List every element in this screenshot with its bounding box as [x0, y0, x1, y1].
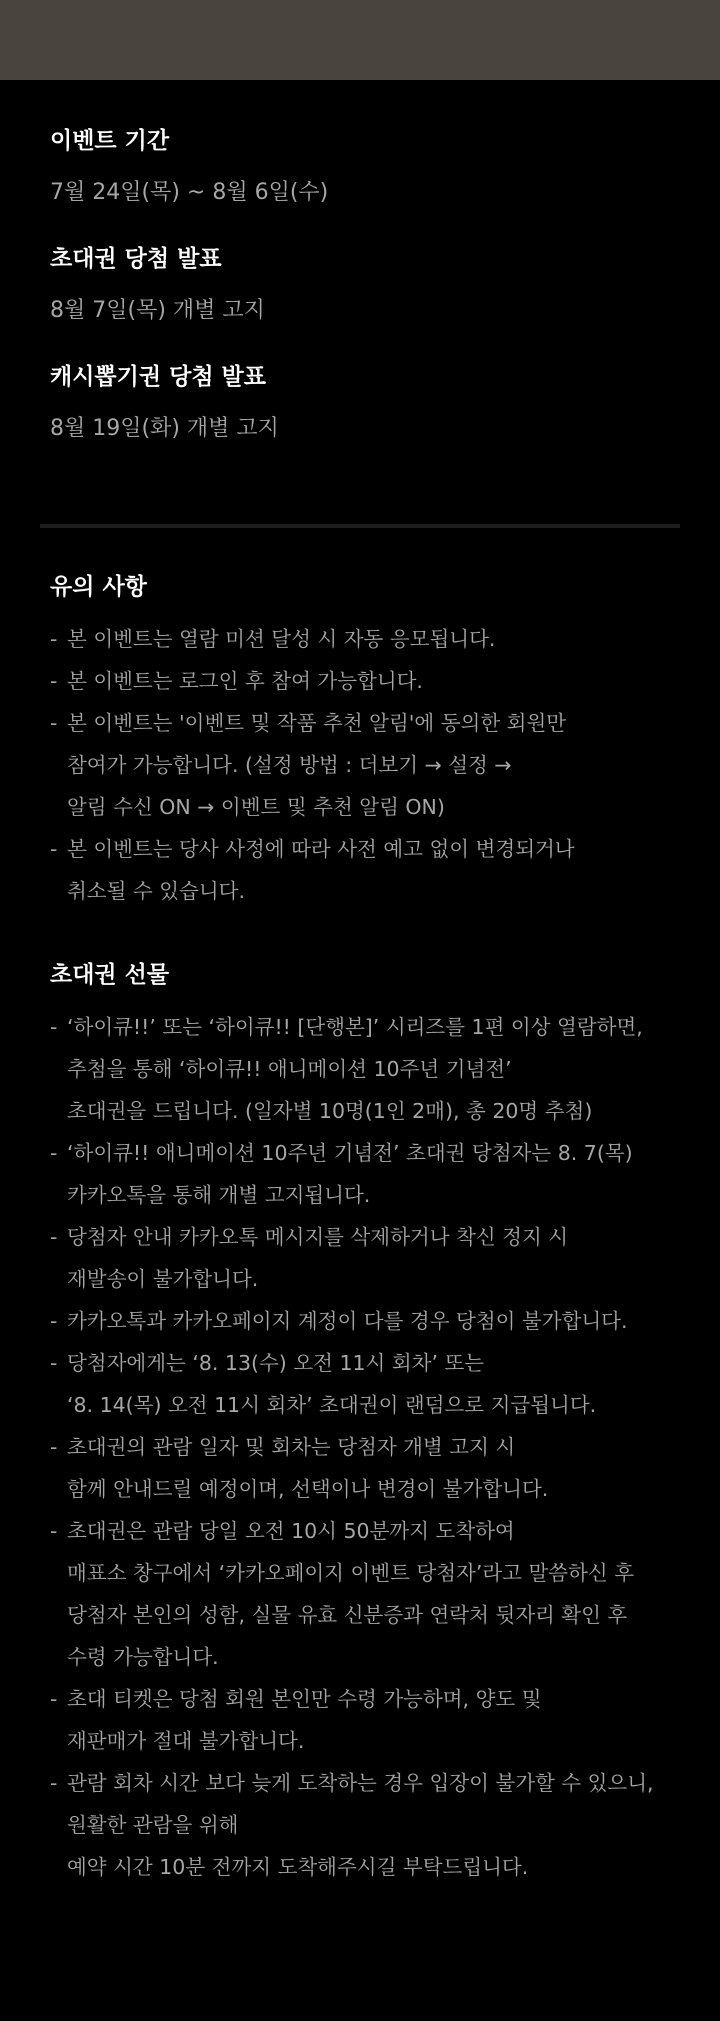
notes-list-item: [50, 618, 680, 660]
gift-heading: 초대권 선물: [50, 962, 170, 988]
gift-list-item-line: 원활한 관람을 위해: [67, 1813, 239, 1837]
notes-list-item-line: 취소될 수 있습니다.: [67, 879, 245, 903]
gift-list-item-line: - 당첨자에게는 ‘8. 13(수) 오전 11시 회차’ 또는: [67, 1351, 485, 1375]
gift-list-item-line: - 카카오톡과 카카오페이지 계정이 다를 경우 당첨이 불가합니다.: [67, 1309, 628, 1333]
gift-list-item: [50, 1678, 680, 1762]
ticket-announcement-value: 8월 7일(목) 개별 고지: [50, 298, 265, 323]
gift-list-item-line: 재판매가 절대 불가합니다.: [67, 1729, 305, 1753]
notes-list-item-line: - 본 이벤트는 로그인 후 참여 가능합니다.: [67, 669, 423, 693]
notes-list-item-line: 참여가 가능합니다. (설정 방법 : 더보기 → 설정 →: [67, 753, 512, 777]
notes-list-item-line: 알림 수신 ON → 이벤트 및 추천 알림 ON): [67, 795, 445, 819]
ticket-announcement-block: [50, 210, 680, 328]
gift-list-item-line: 초대권을 드립니다. (일자별 10명(1인 2매), 총 20명 추첨): [67, 1099, 593, 1123]
gift-list-item: [50, 1216, 680, 1300]
top-header-band: [0, 0, 720, 80]
gift-list-item-line: 예약 시간 10분 전까지 도착해주시길 부탁드립니다.: [67, 1855, 529, 1879]
gift-list-item-line: 재발송이 불가합니다.: [67, 1267, 259, 1291]
gift-list-item-line: ‘8. 14(목) 오전 11시 회차’ 초대권이 랜덤으로 지급됩니다.: [67, 1393, 597, 1417]
event-period-heading: 이벤트 기간: [50, 128, 170, 154]
cash-announcement-value: 8월 19일(화) 개별 고지: [50, 416, 279, 441]
gift-list: [50, 1006, 680, 1888]
gift-list-item: [50, 1762, 680, 1888]
notes-heading: 유의 사항: [50, 574, 147, 600]
gift-list-item-line: 수령 가능합니다.: [67, 1645, 219, 1669]
gift-list-item-line: 추첨을 통해 ‘하이큐!! 애니메이션 10주년 기념전’: [67, 1057, 512, 1081]
gift-list-item-line: 카카오톡을 통해 개별 고지됩니다.: [67, 1183, 371, 1207]
gift-list-item-line: 당첨자 본인의 성함, 실물 유효 신분증과 연락처 뒷자리 확인 후: [67, 1603, 628, 1627]
gift-list-item-line: - 당첨자 안내 카카오톡 메시지를 삭제하거나 착신 정지 시: [67, 1225, 569, 1249]
event-schedule: [50, 80, 680, 446]
gift-list-item-line: - 초대권의 관람 일자 및 회차는 당첨자 개별 고지 시: [67, 1435, 516, 1459]
gift-list-item-line: - 초대 티켓은 당첨 회원 본인만 수령 가능하며, 양도 및: [67, 1687, 542, 1711]
notes-list: [50, 618, 680, 912]
gift-list-item: [50, 1510, 680, 1678]
notes-list-item: [50, 828, 680, 912]
gift-list-item: [50, 1132, 680, 1216]
cash-announcement-heading: 캐시뽑기권 당첨 발표: [50, 364, 266, 390]
gift-list-item-line: - 관람 회차 시간 보다 늦게 도착하는 경우 입장이 불가할 수 있으니,: [67, 1771, 654, 1795]
gift-list-item: [50, 1300, 680, 1342]
event-period-block: [50, 80, 680, 210]
ticket-announcement-heading: 초대권 당첨 발표: [50, 246, 222, 272]
gift-list-item: [50, 1342, 680, 1426]
event-period-value: 7월 24일(목) ~ 8월 6일(수): [50, 180, 329, 205]
notes-list-item: [50, 660, 680, 702]
gift-section: [50, 958, 680, 1888]
gift-list-item: [50, 1426, 680, 1510]
section-divider: [40, 524, 680, 528]
notes-list-item-line: - 본 이벤트는 당사 사정에 따라 사전 예고 없이 변경되거나: [67, 837, 575, 861]
gift-list-item-line: 매표소 창구에서 ‘카카오페이지 이벤트 당첨자’라고 말씀하신 후: [67, 1561, 635, 1585]
gift-list-item-line: - ‘하이큐!! 애니메이션 10주년 기념전’ 초대권 당첨자는 8. 7(목): [67, 1141, 633, 1165]
gift-list-item-line: 함께 안내드릴 예정이며, 선택이나 변경이 불가합니다.: [67, 1477, 549, 1501]
notes-list-item-line: - 본 이벤트는 '이벤트 및 작품 추천 알림'에 동의한 회원만: [67, 711, 567, 735]
gift-list-item: [50, 1006, 680, 1132]
notes-section: [50, 570, 680, 912]
notes-list-item: [50, 702, 680, 828]
gift-list-item-line: - ‘하이큐!!’ 또는 ‘하이큐!! [단행본]’ 시리즈를 1편 이상 열람하면,: [67, 1015, 643, 1039]
gift-list-item-line: - 초대권은 관람 당일 오전 10시 50분까지 도착하여: [67, 1519, 515, 1543]
cash-announcement-block: [50, 328, 680, 446]
notes-list-item-line: - 본 이벤트는 열람 미션 달성 시 자동 응모됩니다.: [67, 627, 496, 651]
